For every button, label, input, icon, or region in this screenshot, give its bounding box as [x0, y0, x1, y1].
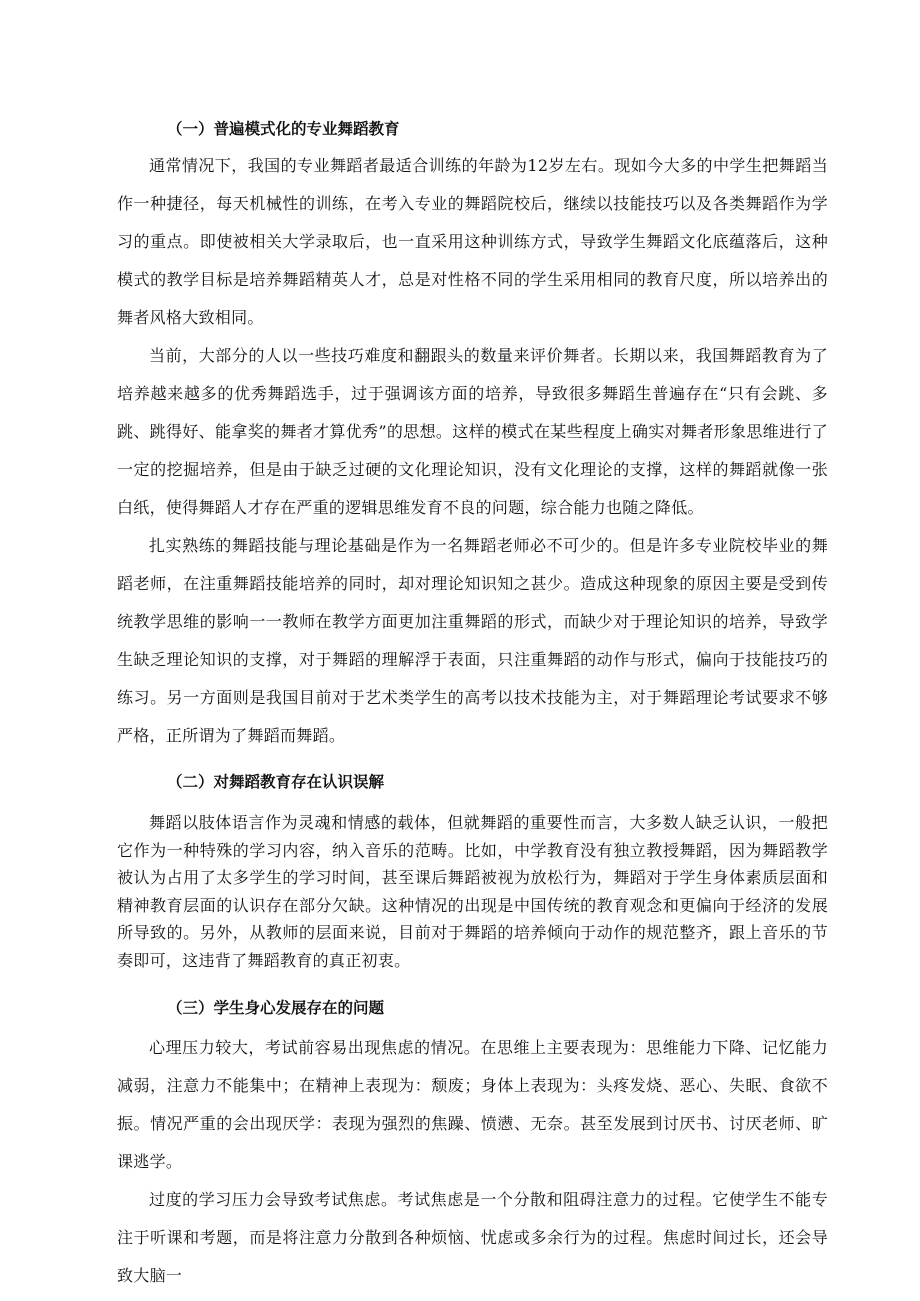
- paragraph-2: 当前，大部分的人以一些技巧难度和翻跟头的数量来评价舞者。长期以来，我国舞蹈教育为了培养越来越多的优秀舞蹈选手，过于强调该方面的培养，导致很多舞蹈生普遍存在“只有会跳、多跳、跳得好、能拿奖的舞者才算优秀”的思想。这样的模式在某些程度上确实对舞者形象思维进行了一定的挖掘培养，但是由于缺乏过硬的文化理论知识，没有文化理论的支撑，这样的舞蹈就像一张白纸，使得舞蹈人才存在严重的逻辑思维发育不良的问题，综合能力也随之降低。: [117, 346, 828, 517]
- section-heading-3: （三）学生身心发展存在的问题: [167, 999, 385, 1017]
- paragraph-4: 舞蹈以肢体语言作为灵魂和情感的载体，但就舞蹈的重要性而言，大多数人缺乏认识，一般把它作为一种特殊的学习内容，纳入音乐的范畴。比如，中学教育没有独立教授舞蹈，因为舞蹈教学被认为占用了太多学生的学习时间，甚至课后舞蹈被视为放松行为，舞蹈对于学生身体素质层面和精神教育层面的认识存在部分欠缺。这种情况的出现是中国传统的教育观念和更偏向于经济的发展所导致的。另外，从教师的层面来说，目前对于舞蹈的培养倾向于动作的规范整齐，跟上音乐的节奏即可，这违背了舞蹈教育的真正初衷。: [117, 813, 828, 970]
- paragraph-3: 扎实熟练的舞蹈技能与理论基础是作为一名舞蹈老师必不可少的。但是许多专业院校毕业的舞蹈老师，在注重舞蹈技能培养的同时，却对理论知识知之甚少。造成这种现象的原因主要是受到传统教学思维的影响一一教师在教学方面更加注重舞蹈的形式，而缺少对于理论知识的培养，导致学生缺乏理论知识的支撑，对于舞蹈的理解浮于表面，只注重舞蹈的动作与形式，偏向于技能技巧的练习。另一方面则是我国目前对于艺术类学生的高考以技术技能为主，对于舞蹈理论考试要求不够严格，正所谓为了舞蹈而舞蹈。: [117, 536, 828, 745]
- section-heading-1: （一）普遍模式化的专业舞蹈教育: [167, 120, 400, 138]
- document-body: [117, 118, 828, 1295]
- paragraph-5: 心理压力较大，考试前容易出现焦虑的情况。在思维上主要表现为：思维能力下降、记忆能力减弱，注意力不能集中；在精神上表现为：颓废；身体上表现为：头疼发烧、恶心、失眠、食欲不振。情况严重的会出现厌学：表现为强烈的焦躁、愤懑、无奈。甚至发展到讨厌书、讨厌老师、旷课逃学。: [117, 1038, 828, 1171]
- paragraph-6: 过度的学习压力会导致考试焦虑。考试焦虑是一个分散和阻碍注意力的过程。它使学生不能专注于听课和考题，而是将注意力分散到各种烦恼、忧虑或多余行为的过程。焦虑时间过长，还会导致大脑一: [117, 1190, 828, 1285]
- section-heading-2: （二）对舞蹈教育存在认识误解: [167, 773, 385, 791]
- paragraph-1: 通常情况下，我国的专业舞蹈者最适合训练的年龄为12岁左右。现如今大多的中学生把舞蹈当作一种捷径，每天机械性的训练，在考入专业的舞蹈院校后，继续以技能技巧以及各类舞蹈作为学习的重点。即使被相关大学录取后，也一直采用这种训练方式，导致学生舞蹈文化底蕴落后，这种模式的教学目标是培养舞蹈精英人才，总是对性格不同的学生采用相同的教育尺度，所以培养出的舞者风格大致相同。: [117, 156, 828, 327]
